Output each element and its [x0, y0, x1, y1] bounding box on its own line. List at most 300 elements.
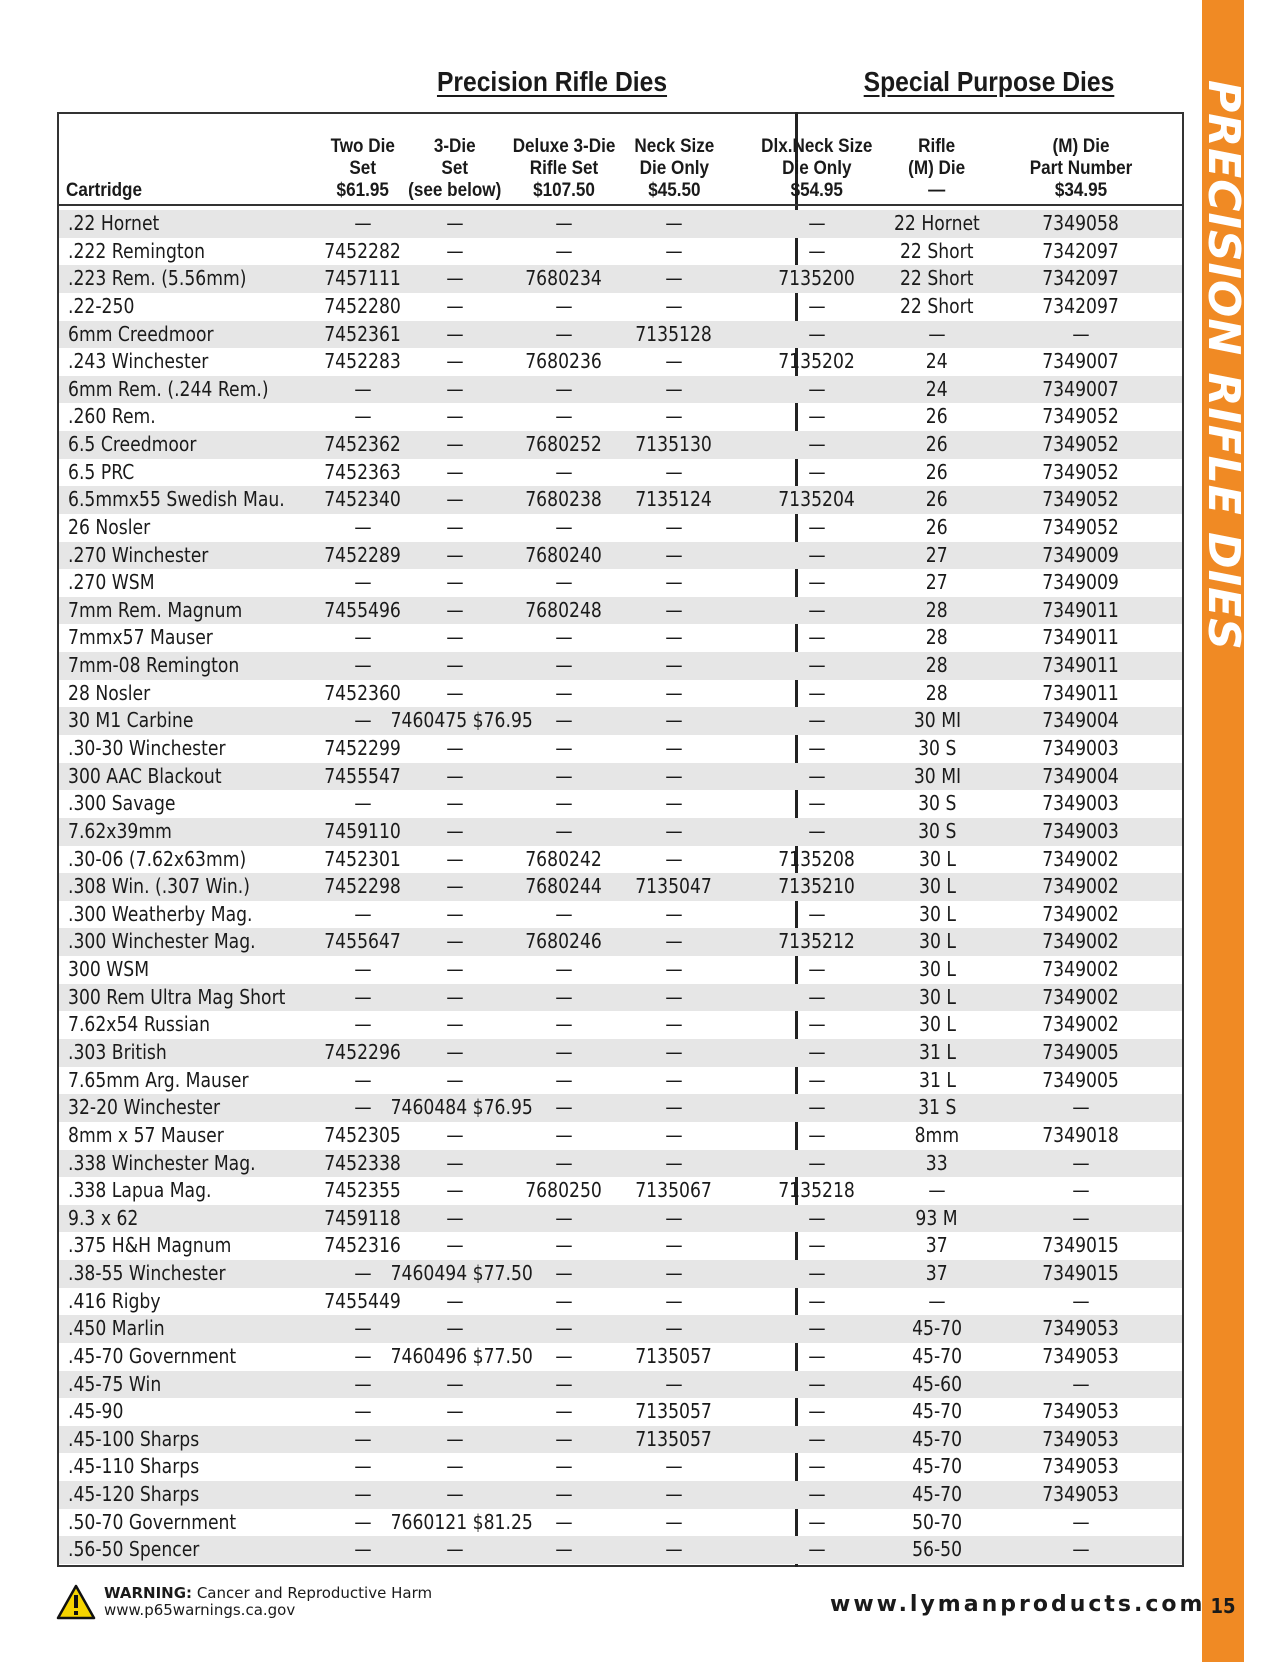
- m-die-part-cell: 7349002: [1042, 1012, 1120, 1037]
- two-die-set-cell: —: [354, 1012, 372, 1037]
- rifle-m-die-cell: 45-70: [912, 1426, 962, 1451]
- m-die-part-cell: 7349011: [1042, 653, 1120, 678]
- table-row: [59, 818, 1182, 846]
- dlx-neck-size-cell: —: [808, 1261, 826, 1286]
- neck-size-cell: —: [665, 1537, 683, 1562]
- deluxe-3-die-cell: —: [555, 1316, 573, 1341]
- 3-die-set-cell: —: [446, 1178, 464, 1203]
- two-die-set-cell: 7459110: [324, 818, 402, 843]
- rifle-m-die-cell: —: [928, 1178, 946, 1203]
- neck-size-cell: —: [665, 1233, 683, 1258]
- rifle-m-die-cell: —: [928, 321, 946, 346]
- cartridge-cell: .22 Hornet: [68, 211, 160, 235]
- deluxe-3-die-cell: —: [555, 1454, 573, 1479]
- m-die-part-cell: 7349053: [1042, 1426, 1120, 1451]
- table-row: [59, 238, 1182, 266]
- deluxe-3-die-cell: —: [555, 238, 573, 263]
- neck-size-cell: —: [665, 818, 683, 843]
- 3-die-set-cell: —: [446, 957, 464, 982]
- dlx-neck-size-cell: —: [808, 293, 826, 318]
- dlx-neck-size-cell: —: [808, 238, 826, 263]
- deluxe-3-die-cell: —: [555, 736, 573, 761]
- cartridge-cell: 6mm Rem. (.244 Rem.): [68, 376, 269, 401]
- dlx-neck-size-cell: —: [808, 432, 826, 457]
- cartridge-cell: 7mm Rem. Magnum: [68, 597, 243, 622]
- neck-size-cell: 7135047: [635, 874, 713, 899]
- m-die-part-cell: —: [1072, 1205, 1090, 1230]
- cartridge-cell: .45-70 Government: [68, 1343, 237, 1368]
- 3-die-set-cell: —: [446, 929, 464, 954]
- rifle-m-die-cell: 45-70: [912, 1316, 962, 1341]
- dlx-neck-size-cell: —: [808, 708, 826, 733]
- m-die-part-cell: 7349003: [1042, 818, 1120, 843]
- rifle-m-die-cell: 22 Short: [900, 238, 974, 263]
- table-row: [59, 1150, 1182, 1178]
- table-row: [59, 1509, 1182, 1537]
- two-die-set-cell: 7452363: [324, 459, 402, 484]
- cartridge-cell: .243 Winchester: [68, 349, 209, 374]
- neck-size-cell: —: [665, 266, 683, 291]
- dlx-neck-size-cell: —: [808, 376, 826, 401]
- rifle-m-die-cell: 30 S: [917, 791, 957, 816]
- website-link[interactable]: www.lymanproducts.com: [830, 1592, 1206, 1617]
- rifle-m-die-cell: 30 S: [917, 818, 957, 843]
- table-header: [59, 114, 1182, 206]
- two-die-set-cell: 7452280: [324, 293, 402, 318]
- warning-message: Cancer and Reproductive Harm: [196, 1584, 433, 1602]
- dlx-neck-size-cell: 7135210: [778, 874, 856, 899]
- dlx-neck-size-cell: —: [808, 1095, 826, 1120]
- dlx-neck-size-cell: —: [808, 818, 826, 843]
- table-row: [59, 846, 1182, 874]
- deluxe-3-die-cell: —: [555, 404, 573, 429]
- table-row: [59, 1398, 1182, 1426]
- cartridge-cell: 300 Rem Ultra Mag Short: [68, 984, 286, 1009]
- 3-die-set-cell: —: [446, 1288, 464, 1313]
- table-row: [59, 928, 1182, 956]
- two-die-set-cell: —: [354, 1426, 372, 1451]
- m-die-part-cell: 7349005: [1042, 1067, 1120, 1092]
- table-row: [59, 624, 1182, 652]
- m-die-part-cell: 7342097: [1042, 293, 1120, 318]
- 3-die-set-cell: —: [446, 680, 464, 705]
- table-row: [59, 652, 1182, 680]
- dlx-neck-size-cell: 7135208: [778, 846, 856, 871]
- neck-size-cell: 7135057: [635, 1399, 713, 1424]
- m-die-part-cell: 7349002: [1042, 984, 1120, 1009]
- deluxe-3-die-cell: —: [555, 570, 573, 595]
- m-die-part-cell: 7349004: [1042, 708, 1120, 733]
- deluxe-3-die-cell: —: [555, 1288, 573, 1313]
- cartridge-cell: 28 Nosler: [68, 680, 151, 705]
- m-die-part-cell: 7349007: [1042, 349, 1120, 374]
- dlx-neck-size-cell: 7135204: [778, 487, 856, 512]
- neck-size-cell: —: [665, 1039, 683, 1064]
- two-die-set-cell: —: [354, 404, 372, 429]
- col-cartridge-header: Cartridge: [66, 180, 143, 201]
- neck-size-cell: 7135124: [635, 487, 713, 512]
- rifle-m-die-cell: 50-70: [912, 1509, 962, 1534]
- 3-die-set-cell: —: [446, 1537, 464, 1562]
- deluxe-3-die-cell: —: [555, 211, 573, 235]
- rifle-m-die-cell: 45-70: [912, 1482, 962, 1507]
- table-row: [59, 1205, 1182, 1233]
- neck-size-cell: —: [665, 846, 683, 871]
- 3-die-set-cell: —: [446, 349, 464, 374]
- 3-die-set-cell: —: [446, 1426, 464, 1451]
- dlx-neck-size-cell: —: [808, 653, 826, 678]
- 3-die-set-cell: —: [446, 542, 464, 567]
- cartridge-cell: .450 Marlin: [68, 1316, 165, 1341]
- deluxe-3-die-cell: —: [555, 763, 573, 788]
- rifle-m-die-cell: 8mm: [914, 1122, 960, 1147]
- dlx-neck-size-cell: —: [808, 763, 826, 788]
- table-row: [59, 348, 1182, 376]
- 3-die-set-cell: —: [446, 1150, 464, 1175]
- neck-size-cell: —: [665, 708, 683, 733]
- two-die-set-cell: —: [354, 1343, 372, 1368]
- neck-size-cell: —: [665, 680, 683, 705]
- dlx-neck-size-cell: —: [808, 1150, 826, 1175]
- 3-die-set-cell: —: [446, 653, 464, 678]
- two-die-set-cell: —: [354, 1316, 372, 1341]
- deluxe-3-die-cell: —: [555, 1509, 573, 1534]
- 3-die-set-cell: —: [446, 432, 464, 457]
- col-rifle-m-die-header: Rifle (M) Die —: [908, 136, 966, 201]
- dlx-neck-size-cell: —: [808, 1316, 826, 1341]
- warning-triangle-icon: [56, 1584, 96, 1620]
- two-die-set-cell: —: [354, 570, 372, 595]
- two-die-set-cell: 7452283: [324, 349, 402, 374]
- dlx-neck-size-cell: —: [808, 901, 826, 926]
- dlx-neck-size-cell: —: [808, 1122, 826, 1147]
- dlx-neck-size-cell: —: [808, 791, 826, 816]
- deluxe-3-die-cell: —: [555, 459, 573, 484]
- m-die-part-cell: —: [1072, 1509, 1090, 1534]
- cartridge-cell: .303 British: [68, 1039, 167, 1064]
- deluxe-3-die-cell: —: [555, 984, 573, 1009]
- m-die-part-cell: 7349053: [1042, 1343, 1120, 1368]
- dlx-neck-size-cell: —: [808, 570, 826, 595]
- rifle-m-die-cell: 30 L: [918, 874, 956, 899]
- table-row: [59, 984, 1182, 1012]
- m-die-part-cell: 7349052: [1042, 404, 1120, 429]
- rifle-m-die-cell: 45-70: [912, 1399, 962, 1424]
- neck-size-cell: —: [665, 1482, 683, 1507]
- dlx-neck-size-cell: 7135200: [778, 266, 856, 291]
- cartridge-cell: 7mmx57 Mauser: [68, 625, 213, 650]
- 3-die-set-cell: —: [446, 625, 464, 650]
- rifle-m-die-cell: 22 Short: [900, 293, 974, 318]
- deluxe-3-die-cell: —: [555, 1261, 573, 1286]
- rifle-m-die-cell: 93 M: [915, 1205, 959, 1230]
- table-row: [59, 1315, 1182, 1343]
- rifle-m-die-cell: 30 L: [918, 957, 956, 982]
- two-die-set-cell: 7457111: [324, 266, 402, 291]
- rifle-m-die-cell: 27: [926, 542, 948, 567]
- two-die-set-cell: 7452299: [324, 736, 402, 761]
- rifle-m-die-cell: 30 MI: [913, 763, 961, 788]
- m-die-part-cell: 7342097: [1042, 266, 1120, 291]
- m-die-part-cell: 7349052: [1042, 487, 1120, 512]
- rifle-m-die-cell: 26: [926, 514, 948, 539]
- dlx-neck-size-cell: 7135202: [778, 349, 856, 374]
- 3-die-set-cell: 7460494 $77.50: [390, 1261, 533, 1286]
- neck-size-cell: 7135057: [635, 1343, 713, 1368]
- prop65-warning: [56, 1582, 432, 1622]
- 3-die-set-cell: —: [446, 266, 464, 291]
- table-row: [59, 1067, 1182, 1095]
- rifle-m-die-cell: 30 L: [918, 984, 956, 1009]
- col-deluxe-3-die-header: Deluxe 3-Die Rifle Set $107.50: [512, 136, 616, 201]
- side-title: PRECISION RIFLE DIES: [1198, 80, 1249, 651]
- table-row: [59, 1177, 1182, 1205]
- table-body: [59, 210, 1182, 1564]
- neck-size-cell: —: [665, 984, 683, 1009]
- cartridge-cell: 8mm x 57 Mauser: [68, 1122, 224, 1147]
- neck-size-cell: —: [665, 653, 683, 678]
- neck-size-cell: —: [665, 514, 683, 539]
- table-row: [59, 597, 1182, 625]
- 3-die-set-cell: —: [446, 1316, 464, 1341]
- cartridge-cell: .300 Winchester Mag.: [68, 929, 256, 954]
- rifle-m-die-cell: 37: [926, 1261, 948, 1286]
- table-row: [59, 1371, 1182, 1399]
- 3-die-set-cell: —: [446, 1482, 464, 1507]
- deluxe-3-die-cell: 7680246: [525, 929, 603, 954]
- deluxe-3-die-cell: —: [555, 1095, 573, 1120]
- warning-text: [104, 1585, 432, 1619]
- col-neck-size-header: Neck Size Die Only $45.50: [634, 136, 714, 201]
- two-die-set-cell: —: [354, 653, 372, 678]
- deluxe-3-die-cell: —: [555, 1122, 573, 1147]
- deluxe-3-die-cell: 7680234: [525, 266, 603, 291]
- neck-size-cell: —: [665, 1261, 683, 1286]
- cartridge-cell: 30 M1 Carbine: [68, 708, 194, 733]
- deluxe-3-die-cell: —: [555, 1039, 573, 1064]
- cartridge-cell: .308 Win. (.307 Win.): [68, 874, 250, 899]
- cartridge-cell: 7.62x39mm: [68, 818, 172, 843]
- neck-size-cell: —: [665, 404, 683, 429]
- cartridge-cell: .270 Winchester: [68, 542, 209, 567]
- m-die-part-cell: 7349003: [1042, 736, 1120, 761]
- table-row: [59, 763, 1182, 791]
- cartridge-cell: 26 Nosler: [68, 514, 151, 539]
- cartridge-cell: .45-75 Win: [68, 1371, 162, 1396]
- rifle-m-die-cell: 26: [926, 432, 948, 457]
- deluxe-3-die-cell: —: [555, 1426, 573, 1451]
- table-row: [59, 956, 1182, 984]
- two-die-set-cell: —: [354, 1537, 372, 1562]
- 3-die-set-cell: —: [446, 1067, 464, 1092]
- two-die-set-cell: —: [354, 1095, 372, 1120]
- m-die-part-cell: 7349002: [1042, 929, 1120, 954]
- cartridge-cell: .22-250: [68, 293, 135, 318]
- two-die-set-cell: —: [354, 376, 372, 401]
- 3-die-set-cell: —: [446, 791, 464, 816]
- deluxe-3-die-cell: —: [555, 957, 573, 982]
- dlx-neck-size-cell: —: [808, 1067, 826, 1092]
- neck-size-cell: —: [665, 1012, 683, 1037]
- two-die-set-cell: —: [354, 1509, 372, 1534]
- table-row: [59, 901, 1182, 929]
- rifle-m-die-cell: 28: [926, 625, 948, 650]
- deluxe-3-die-cell: —: [555, 514, 573, 539]
- m-die-part-cell: 7349003: [1042, 791, 1120, 816]
- two-die-set-cell: 7459118: [324, 1205, 402, 1230]
- m-die-part-cell: 7342097: [1042, 238, 1120, 263]
- cartridge-cell: .30-30 Winchester: [68, 736, 226, 761]
- cartridge-cell: 32-20 Winchester: [68, 1095, 221, 1120]
- m-die-part-cell: 7349011: [1042, 680, 1120, 705]
- 3-die-set-cell: —: [446, 459, 464, 484]
- special-purpose-dies-title: Special Purpose Dies: [863, 66, 1115, 97]
- cartridge-cell: 6mm Creedmoor: [68, 321, 214, 346]
- rifle-m-die-cell: 30 L: [918, 901, 956, 926]
- cartridge-cell: .45-90: [68, 1399, 124, 1424]
- table-row: [59, 1232, 1182, 1260]
- m-die-part-cell: 7349052: [1042, 514, 1120, 539]
- deluxe-3-die-cell: —: [555, 791, 573, 816]
- two-die-set-cell: —: [354, 791, 372, 816]
- rifle-m-die-cell: 33: [926, 1150, 948, 1175]
- table-row: [59, 1260, 1182, 1288]
- m-die-part-cell: —: [1072, 1537, 1090, 1562]
- neck-size-cell: —: [665, 736, 683, 761]
- neck-size-cell: —: [665, 1509, 683, 1534]
- deluxe-3-die-cell: —: [555, 1067, 573, 1092]
- cartridge-cell: .270 WSM: [68, 570, 155, 595]
- deluxe-3-die-cell: —: [555, 818, 573, 843]
- neck-size-cell: —: [665, 957, 683, 982]
- cartridge-cell: .300 Weatherby Mag.: [68, 901, 253, 926]
- cartridge-cell: 9.3 x 62: [68, 1205, 139, 1230]
- rifle-m-die-cell: 56-50: [912, 1537, 962, 1562]
- dlx-neck-size-cell: —: [808, 1205, 826, 1230]
- m-die-part-cell: —: [1072, 1095, 1090, 1120]
- dlx-neck-size-cell: —: [808, 1426, 826, 1451]
- dlx-neck-size-cell: —: [808, 736, 826, 761]
- m-die-part-cell: 7349009: [1042, 542, 1120, 567]
- cartridge-cell: .338 Lapua Mag.: [68, 1178, 212, 1203]
- m-die-part-cell: 7349052: [1042, 459, 1120, 484]
- cartridge-cell: 300 WSM: [68, 957, 150, 982]
- cartridge-cell: .45-120 Sharps: [68, 1482, 200, 1507]
- m-die-part-cell: 7349018: [1042, 1122, 1120, 1147]
- neck-size-cell: —: [665, 1095, 683, 1120]
- deluxe-3-die-cell: —: [555, 680, 573, 705]
- dlx-neck-size-cell: —: [808, 514, 826, 539]
- deluxe-3-die-cell: 7680236: [525, 349, 603, 374]
- two-die-set-cell: —: [354, 625, 372, 650]
- table-row: [59, 1039, 1182, 1067]
- rifle-m-die-cell: —: [928, 1288, 946, 1313]
- dlx-neck-size-cell: —: [808, 1454, 826, 1479]
- deluxe-3-die-cell: 7680244: [525, 874, 603, 899]
- two-die-set-cell: 7452362: [324, 432, 402, 457]
- cartridge-cell: .30-06 (7.62x63mm): [68, 846, 247, 871]
- m-die-part-cell: 7349053: [1042, 1454, 1120, 1479]
- neck-size-cell: —: [665, 901, 683, 926]
- rifle-m-die-cell: 24: [926, 349, 948, 374]
- neck-size-cell: —: [665, 570, 683, 595]
- neck-size-cell: —: [665, 376, 683, 401]
- neck-size-cell: —: [665, 459, 683, 484]
- neck-size-cell: —: [665, 349, 683, 374]
- two-die-set-cell: 7452361: [324, 321, 402, 346]
- deluxe-3-die-cell: 7680252: [525, 432, 603, 457]
- dlx-neck-size-cell: —: [808, 625, 826, 650]
- m-die-part-cell: 7349052: [1042, 432, 1120, 457]
- table-row: [59, 265, 1182, 293]
- deluxe-3-die-cell: 7680250: [525, 1178, 603, 1203]
- table-row: [59, 1536, 1182, 1564]
- deluxe-3-die-cell: 7680240: [525, 542, 603, 567]
- neck-size-cell: —: [665, 1371, 683, 1396]
- deluxe-3-die-cell: —: [555, 625, 573, 650]
- deluxe-3-die-cell: —: [555, 376, 573, 401]
- 3-die-set-cell: —: [446, 293, 464, 318]
- page-number: 15: [1210, 1594, 1236, 1618]
- two-die-set-cell: 7452289: [324, 542, 402, 567]
- cartridge-cell: .45-110 Sharps: [68, 1454, 200, 1479]
- two-die-set-cell: —: [354, 211, 372, 235]
- table-row: [59, 486, 1182, 514]
- 3-die-set-cell: —: [446, 238, 464, 263]
- two-die-set-cell: —: [354, 1261, 372, 1286]
- 3-die-set-cell: —: [446, 1233, 464, 1258]
- 3-die-set-cell: —: [446, 376, 464, 401]
- 3-die-set-cell: —: [446, 597, 464, 622]
- deluxe-3-die-cell: —: [555, 653, 573, 678]
- deluxe-3-die-cell: —: [555, 293, 573, 318]
- deluxe-3-die-cell: —: [555, 1399, 573, 1424]
- two-die-set-cell: —: [354, 901, 372, 926]
- rifle-m-die-cell: 30 S: [917, 736, 957, 761]
- 3-die-set-cell: —: [446, 321, 464, 346]
- cartridge-cell: .338 Winchester Mag.: [68, 1150, 256, 1175]
- two-die-set-cell: 7455449: [324, 1288, 402, 1313]
- table-row: [59, 1481, 1182, 1509]
- neck-size-cell: —: [665, 1288, 683, 1313]
- neck-size-cell: —: [665, 929, 683, 954]
- 3-die-set-cell: —: [446, 1122, 464, 1147]
- neck-size-cell: —: [665, 597, 683, 622]
- table-row: [59, 431, 1182, 459]
- m-die-part-cell: —: [1072, 1150, 1090, 1175]
- two-die-set-cell: —: [354, 1482, 372, 1507]
- rifle-m-die-cell: 28: [926, 653, 948, 678]
- two-die-set-cell: 7452282: [324, 238, 402, 263]
- two-die-set-cell: 7452296: [324, 1039, 402, 1064]
- neck-size-cell: —: [665, 238, 683, 263]
- table-row: [59, 403, 1182, 431]
- table-row: [59, 735, 1182, 763]
- m-die-part-cell: 7349002: [1042, 901, 1120, 926]
- neck-size-cell: —: [665, 211, 683, 235]
- neck-size-cell: —: [665, 791, 683, 816]
- warning-url[interactable]: www.p65warnings.ca.gov: [104, 1601, 296, 1619]
- cartridge-cell: 6.5mmx55 Swedish Mau.: [68, 487, 285, 512]
- two-die-set-cell: 7452305: [324, 1122, 402, 1147]
- table-row: [59, 569, 1182, 597]
- neck-size-cell: 7135067: [635, 1178, 713, 1203]
- 3-die-set-cell: —: [446, 763, 464, 788]
- table-row: [59, 1343, 1182, 1371]
- m-die-part-cell: 7349011: [1042, 597, 1120, 622]
- neck-size-cell: —: [665, 625, 683, 650]
- two-die-set-cell: 7452338: [324, 1150, 402, 1175]
